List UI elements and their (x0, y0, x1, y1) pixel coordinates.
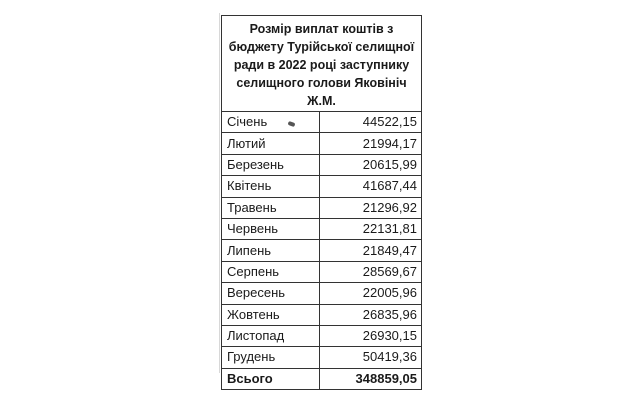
table-row (222, 154, 422, 175)
month-cell: Січень (222, 112, 320, 133)
total-label: Всього (222, 368, 320, 389)
amount-cell: 44522,15 (320, 112, 422, 133)
payments-table-container (221, 15, 422, 390)
table-row (222, 133, 422, 154)
month-cell: Лютий (222, 133, 320, 154)
table-row (222, 304, 422, 325)
amount-cell: 21994,17 (320, 133, 422, 154)
table-row (222, 240, 422, 261)
month-cell: Листопад (222, 325, 320, 346)
amount-cell: 26835,96 (320, 304, 422, 325)
total-amount: 348859,05 (320, 368, 422, 389)
amount-cell: 22005,96 (320, 283, 422, 304)
table-row (222, 197, 422, 218)
month-cell: Червень (222, 218, 320, 239)
amount-cell: 28569,67 (320, 261, 422, 282)
month-cell: Квітень (222, 176, 320, 197)
amount-cell: 41687,44 (320, 176, 422, 197)
month-cell: Серпень (222, 261, 320, 282)
month-cell: Липень (222, 240, 320, 261)
table-row (222, 347, 422, 368)
month-cell: Жовтень (222, 304, 320, 325)
total-row (222, 368, 422, 389)
month-cell: Травень (222, 197, 320, 218)
amount-cell: 26930,15 (320, 325, 422, 346)
amount-cell: 21296,92 (320, 197, 422, 218)
amount-cell: 22131,81 (320, 218, 422, 239)
amount-cell: 21849,47 (320, 240, 422, 261)
amount-cell: 20615,99 (320, 154, 422, 175)
amount-cell: 50419,36 (320, 347, 422, 368)
table-row (222, 176, 422, 197)
table-row (222, 218, 422, 239)
table-row (222, 283, 422, 304)
table-row (222, 112, 422, 133)
month-cell: Вересень (222, 283, 320, 304)
table-row (222, 325, 422, 346)
month-cell: Березень (222, 154, 320, 175)
table-title: Розмір виплат коштів з бюджету Турійської селищної ради в 2022 році заступнику селищного голови Яковініч Ж.М. (222, 16, 422, 112)
table-row (222, 261, 422, 282)
month-cell: Грудень (222, 347, 320, 368)
payments-table (221, 15, 422, 390)
